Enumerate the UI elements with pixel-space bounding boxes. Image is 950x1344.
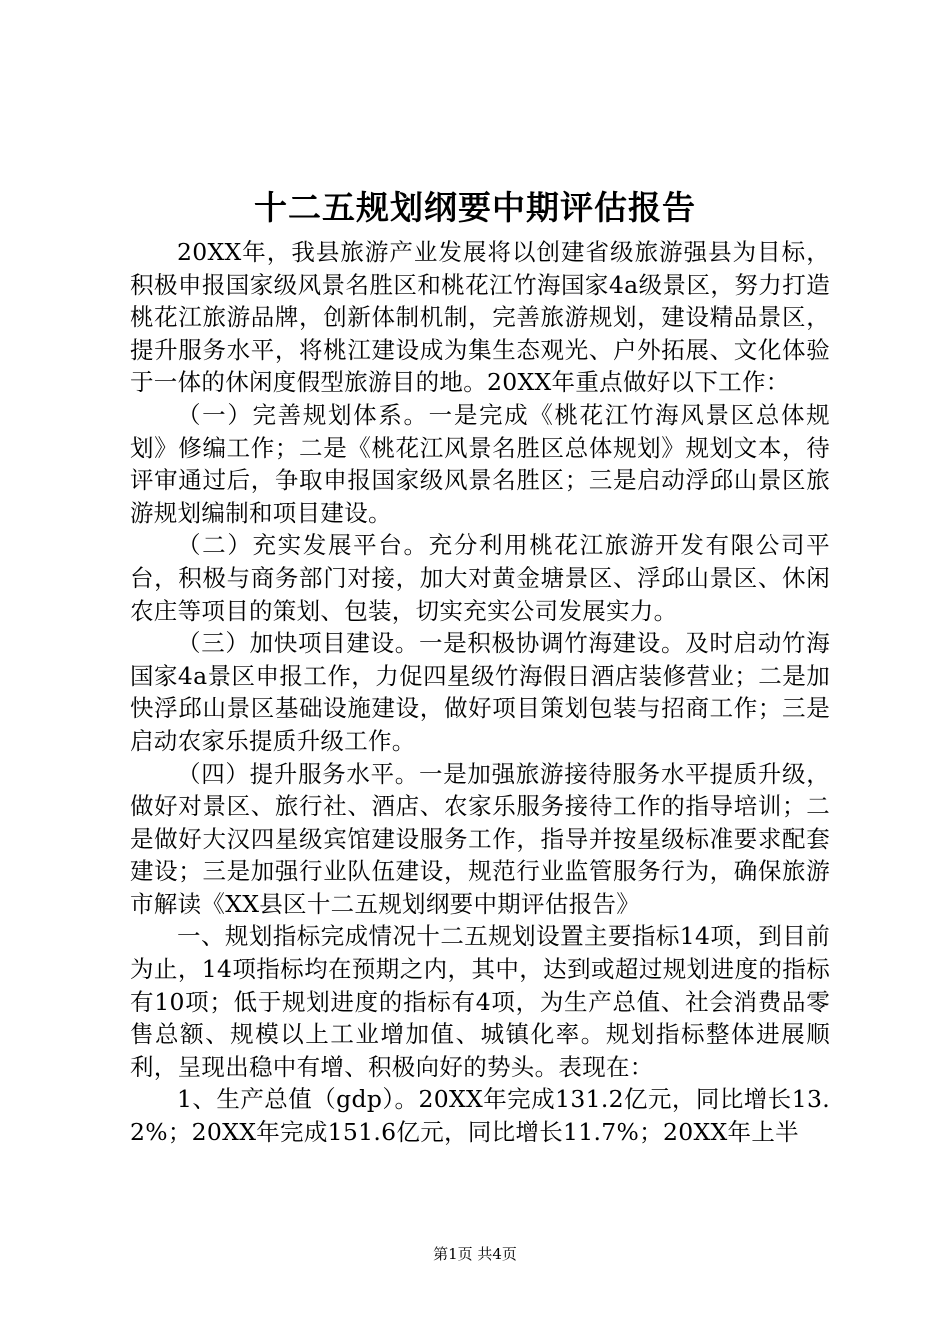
page-number: 第1页 共4页 — [433, 1245, 517, 1263]
paragraph-project-construction: （三）加快项目建设。一是积极协调竹海建设。及时启动竹海国家4a景区申报工作，力促四星级竹海假日酒店装修营业；二是加快浮邱山景区基础设施建设，做好项目策划包装与招商工作；三是启动农家乐提质升级工作。 — [130, 629, 830, 755]
paragraph-gdp: 1、生产总值（gdp）。20XX年完成131.2亿元，同比增长13.2%；20XX年完成151.6亿元，同比增长11.7%；20XX年上半 — [130, 1085, 830, 1147]
paragraph-intro: 20XX年，我县旅游产业发展将以创建省级旅游强县为目标，积极申报国家级风景名胜区和桃花江竹海国家4a级景区，努力打造桃花江旅游品牌，创新体制机制，完善旅游规划，建设精品景区，提升服务水平，将桃江建设成为集生态观光、户外拓展、文化体验于一体的休闲度假型旅游目的地。20XX年重点做好以下工作： — [130, 238, 830, 397]
paragraph-service-level: （四）提升服务水平。一是加强旅游接待服务水平提质升级，做好对景区、旅行社、酒店、农家乐服务接待工作的指导培训；二是做好大汉四星级宾馆建设服务工作，指导并按星级标准要求配套建设；三是加强行业队伍建设，规范行业监管服务行为，确保旅游市解读《XX县区十二五规划纲要中期评估报告》 — [130, 759, 830, 918]
document-body — [130, 236, 830, 1149]
paragraph-development-platform: （二）充实发展平台。充分利用桃花江旅游开发有限公司平台，积极与商务部门对接，加大对黄金塘景区、浮邱山景区、休闲农庄等项目的策划、包装，切实充实公司发展实力。 — [130, 531, 830, 625]
paragraph-planning-system: （一）完善规划体系。一是完成《桃花江竹海风景区总体规划》修编工作；二是《桃花江风景名胜区总体规划》规划文本，待评审通过后，争取申报国家级风景名胜区；三是启动浮邱山景区旅游规划编制和项目建设。 — [130, 400, 830, 527]
document-title: 十二五规划纲要中期评估报告 — [254, 188, 696, 227]
paragraph-indicator-completion: 一、规划指标完成情况十二五规划设置主要指标14项，到目前为止，14项指标均在预期之内，其中，达到或超过规划进度的指标有10项；低于规划进度的指标有4项，为生产总值、社会消费品零售总额、规模以上工业增加值、城镇化率。规划指标整体进展顺利，呈现出稳中有增、积极向好的势头。表现在： — [130, 922, 830, 1081]
